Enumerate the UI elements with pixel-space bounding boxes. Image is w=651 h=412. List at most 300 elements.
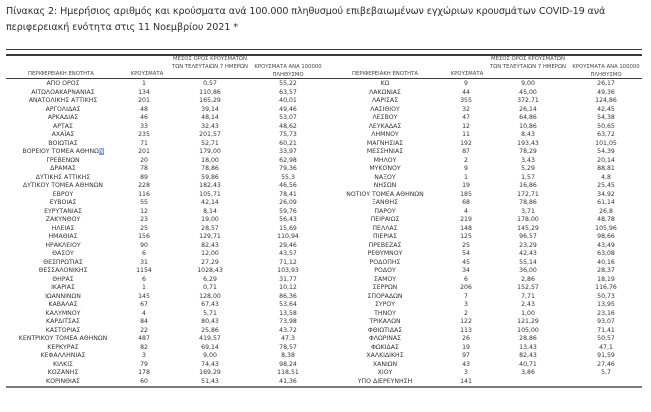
table-cell-region: ΚΑΒΑΛΑΣ	[48, 301, 78, 308]
table-cell-avg7: 165,29	[199, 97, 221, 104]
table-cell-per100k: 10,12	[279, 284, 297, 291]
table-cell-region: ΓΡΕΒΕΝΩΝ	[46, 156, 80, 164]
right-region-column	[326, 80, 444, 386]
table-cell-cases: 12	[462, 122, 470, 130]
right-per100k-column	[576, 80, 636, 386]
table-cell-per100k: 31,77	[279, 275, 297, 283]
table-cell-per100k: 20,14	[597, 156, 615, 164]
table-cell-cases: 67	[140, 301, 148, 308]
table-cell-region: ΠΡΕΒΕΖΑΣ	[368, 241, 402, 249]
table-cell-per100k: 48,62	[279, 122, 297, 130]
left-cases-column	[118, 80, 170, 386]
table-cell-region: ΠΕΛΛΑΣ	[372, 224, 398, 232]
table-cell-avg7: 2,43	[521, 301, 535, 308]
table-cell-region: ΘΑΣΟΥ	[52, 250, 74, 257]
table-cell-cases: 6	[142, 250, 146, 257]
table-cell-cases: 97	[462, 352, 470, 359]
table-cell-per100k: 63,72	[597, 131, 615, 138]
table-cell-avg7: 78,29	[519, 148, 537, 155]
table-cell-region: ΚΕΝΤΡΙΚΟΥ ΤΟΜΕΑ ΑΘΗΝΩΝ	[18, 335, 108, 342]
table-cell-per100k: 50,73	[597, 292, 615, 300]
table-cell-cases: 192	[460, 139, 472, 147]
table-cell-avg7: 78,86	[201, 165, 219, 172]
table-cell-region: ΣΑΜΟΥ	[373, 275, 397, 283]
table-cell-region: ΜΗΛΟΥ	[373, 156, 397, 164]
table-cell-region: ΒΟΙΩΤΙΑΣ	[48, 139, 78, 147]
table-cell-per100k: 41,36	[279, 377, 297, 385]
table-cell-region: ΚΑΣΤΟΡΙΑΣ	[45, 326, 81, 334]
table-cell-per100k: 4,8	[601, 173, 611, 181]
table-cell-avg7: 39,14	[201, 105, 219, 113]
table-cell-region: ΛΑΚΩΝΙΑΣ	[369, 88, 401, 96]
table-cell-cases: 125	[460, 233, 472, 240]
table-cell-per100k: 50,65	[597, 122, 615, 130]
table-cell-cases: 2	[464, 156, 468, 164]
table-cell-cases: 178	[138, 369, 150, 376]
table-cell-per100k: 27,46	[597, 360, 615, 368]
table-cell-cases: 34	[462, 267, 470, 274]
table-cell-cases: 2	[464, 309, 468, 317]
table-cell-region: ΘΕΣΣΑΛΟΝΙΚΗΣ	[38, 267, 88, 274]
table-cell-per100k: 56,43	[279, 216, 297, 223]
table-cell-per100k: 18,19	[597, 275, 615, 283]
table-cell-avg7: 25,86	[201, 326, 219, 334]
table-cell-cases: 7	[464, 292, 468, 300]
table-cell-cases: 54	[462, 250, 470, 257]
table-cell-per100k: 55,3	[281, 173, 295, 181]
table-cell-cases: 201	[138, 97, 150, 104]
table-cell-region: ΛΑΡΙΣΑΣ	[371, 97, 399, 104]
table-cell-cases: 19	[462, 343, 470, 351]
table-cell-region: ΝΑΞΟΥ	[374, 173, 396, 181]
table-cell-cases: 26	[462, 335, 470, 342]
table-cell-cases: 33	[140, 122, 148, 130]
table-cell-cases: 141	[460, 377, 472, 385]
table-cell-cases: 19	[462, 182, 470, 189]
table-cell-per100k: 101,05	[595, 139, 617, 147]
table-cell-cases: 4	[464, 207, 468, 215]
table-cell-cases: 156	[138, 233, 150, 240]
table-cell-region: ΔΥΤΙΚΟΥ ΤΟΜΕΑ ΑΘΗΝΩΝ	[22, 182, 104, 189]
header-region-right: ΠΕΡΙΦΕΡΕΙΑΚΗ ΕΝΟΤΗΤΑ	[351, 71, 419, 77]
table-cell-cases: 219	[460, 216, 472, 223]
table-cell-region: ΑΙΤΩΛΟΑΚΑΡΝΑΝΙΑΣ	[31, 88, 95, 96]
table-cell-cases: 45	[462, 258, 470, 266]
table-cell-per100k: 88,81	[597, 165, 615, 172]
table-cell-cases: 4	[142, 309, 146, 317]
table-cell-avg7: 28,57	[201, 224, 219, 232]
table-cell-region: ΔΡΑΜΑΣ	[50, 165, 76, 172]
table-cell-cases: 79	[140, 360, 148, 368]
table-cell-per100k: 118,51	[277, 369, 299, 376]
table-cell-per100k: 25,45	[597, 182, 615, 189]
table-cell-avg7: 80,43	[201, 318, 219, 325]
table-cell-avg7: 9,00	[521, 80, 535, 87]
table-cell-avg7: 96,57	[519, 233, 537, 240]
table-cell-avg7: 10,86	[519, 122, 537, 130]
table-cell-per100k: 78,57	[279, 343, 297, 351]
table-cell-cases: 25	[462, 241, 470, 249]
table-cell-region: ΣΕΡΡΩΝ	[372, 284, 398, 291]
table-cell-region: ΒΟΡΕΙΟΥ ΤΟΜΕΑ ΑΘΗΝΩΝ	[22, 148, 104, 155]
table-cell-per100k: 34,92	[597, 190, 615, 198]
table-cell-cases: 1	[142, 80, 146, 87]
table-cell-cases: 3	[464, 301, 468, 308]
table-cell-per100k: 55,22	[279, 80, 297, 87]
table-cell-region: ΗΛΕΙΑΣ	[51, 224, 75, 232]
table-cell-avg7: 2,86	[521, 275, 535, 283]
table-cell-cases: 228	[138, 182, 150, 189]
table-cell-region: ΙΩΑΝΝΙΝΩΝ	[45, 292, 81, 300]
table-cell-region: ΑΠΟ ΟΡΟΣ	[46, 80, 80, 87]
table-cell-avg7: 419,57	[199, 335, 221, 342]
table-cell-per100k: 29,46	[279, 241, 297, 249]
table-cell-region: ΘΕΣΠΡΩΤΙΑΣ	[43, 258, 83, 266]
table-cell-region: ΜΕΣΣΗΝΙΑΣ	[366, 148, 404, 155]
table-cell-per100k: 40,16	[597, 258, 615, 266]
table-cell-avg7: 27,29	[201, 258, 219, 266]
table-cell-cases: 487	[138, 335, 150, 342]
table-cell-avg7: 8,14	[203, 207, 217, 215]
table-cell-cases: 235	[138, 131, 150, 138]
table-cell-cases: 6	[464, 275, 468, 283]
table-cell-cases: 355	[460, 97, 472, 104]
table-cell-avg7: 1,00	[521, 309, 535, 317]
table-cell-cases: 1	[142, 284, 146, 291]
table-cell-cases: 78	[140, 165, 148, 172]
table-cell-cases: 84	[140, 318, 148, 325]
table-cell-cases: 48	[140, 105, 148, 113]
table-cell-avg7: 5,29	[521, 165, 535, 172]
table-cell-cases: 113	[460, 326, 472, 334]
table-cell-cases: 134	[138, 88, 150, 96]
table-cell-avg7: 69,14	[201, 343, 219, 351]
table-cell-region: ΡΕΘΥΜΝΟΥ	[367, 250, 403, 257]
header-per100k-left: ΚΡΟΥΣΜΑΤΑ ΑΝΑ 100000 ΠΛΗΘΥΣΜΟ	[254, 64, 322, 78]
table-cell-avg7: 5,71	[203, 309, 217, 317]
table-cell-avg7: 193,43	[517, 139, 539, 147]
table-cell-region: ΚΕΦΑΛΛΗΝΙΑΣ	[40, 352, 86, 359]
table-cell-region: ΠΑΡΟΥ	[374, 207, 396, 215]
table-cell-per100k: 91,59	[597, 352, 615, 359]
table-cell-avg7: 48,14	[201, 114, 219, 121]
table-cell-per100k: 54,39	[597, 148, 615, 155]
table-cell-per100k: 26,8	[599, 207, 613, 215]
table-cell-per100k: 79,36	[279, 165, 297, 172]
table-cell-region: ΛΗΜΝΟΥ	[371, 131, 399, 138]
table-cell-region: ΦΛΩΡΙΝΑΣ	[368, 335, 402, 342]
table-cell-region: ΝΟΤΙΟΥ ΤΟΜΕΑ ΑΘΗΝΩΝ	[346, 190, 424, 198]
table-cell-region: ΣΥΡΟΥ	[374, 301, 396, 308]
table-cell-avg7: 121,29	[517, 318, 539, 325]
table-cell-region: ΚΕΡΚΥΡΑΣ	[47, 343, 79, 351]
table-cell-region: ΘΗΡΑΣ	[52, 275, 74, 283]
table-cell-region: ΝΗΣΩΝ	[373, 182, 397, 189]
table-cell-avg7: 105,00	[517, 326, 539, 334]
table-cell-cases: 3	[142, 352, 146, 359]
table-cell-avg7: 42,14	[201, 199, 219, 206]
table-top-rule	[6, 49, 642, 50]
table-cell-avg7: 1,57	[521, 173, 535, 181]
table-cell-cases: 87	[462, 148, 470, 155]
table-cell-per100k: 49,46	[279, 105, 297, 113]
table-cell-cases: 148	[460, 224, 472, 232]
table-cell-cases: 32	[462, 105, 470, 113]
table-cell-avg7: 74,43	[201, 360, 219, 368]
table-cell-region: ΤΡΙΚΑΛΩΝ	[369, 318, 401, 325]
table-cell-cases: 23	[140, 216, 148, 223]
table-cell-region: ΗΜΑΘΙΑΣ	[48, 233, 78, 240]
table-cell-region: ΖΑΚΥΝΘΟΥ	[45, 216, 81, 223]
table-cell-per100k: 71,41	[597, 326, 615, 334]
header-cases-left: ΚΡΟΥΣΜΑΤΑ	[130, 71, 164, 77]
header-bottom-rule-right	[322, 78, 642, 79]
table-cell-per100k: 26,09	[279, 199, 297, 206]
table-cell-avg7: 82,43	[201, 241, 219, 249]
table-cell-avg7: 55,14	[519, 258, 537, 266]
table-cell-avg7: 372,71	[517, 97, 539, 104]
table-cell-avg7: 178,00	[517, 216, 539, 223]
table-cell-avg7: 19,00	[201, 216, 219, 223]
table-cell-avg7: 152,57	[517, 284, 539, 291]
table-cell-region: ΛΕΥΚΑΔΑΣ	[368, 122, 402, 130]
table-cell-region: ΧΙΟΥ	[377, 369, 393, 376]
table-cell-avg7: 172,71	[517, 190, 539, 198]
table-cell-per100k: 26,17	[597, 80, 615, 87]
table-cell-region: ΕΥΒΟΙΑΣ	[49, 199, 77, 206]
table-cell-avg7: 13,43	[519, 343, 537, 351]
table-cell-per100k: 43,72	[279, 326, 297, 334]
table-cell-avg7: 40,71	[519, 360, 537, 368]
header-avg7-right: ΜΕΣΟΣ ΟΡΟΣ ΚΡΟΥΣΜΑΤΩΝ ΤΩΝ ΤΕΛΕΥΤΑΙΩΝ 7 ΗΜΕΡΩΝ	[490, 56, 566, 70]
table-cell-region: ΚΟΖΑΝΗΣ	[47, 369, 79, 376]
left-per100k-column	[258, 80, 318, 386]
table-cell-avg7: 28,86	[519, 335, 537, 342]
text-selection-highlight: Ν	[98, 148, 104, 155]
table-cell-region: ΚΟΡΙΝΘΙΑΣ	[46, 377, 80, 385]
table-cell-per100k: 73,98	[279, 318, 297, 325]
table-cell-per100k: 98,66	[597, 233, 615, 240]
table-cell-avg7: 169,29	[199, 369, 221, 376]
table-cell-per100k: 116,76	[595, 284, 617, 291]
table-cell-region: ΕΥΡΥΤΑΝΙΑΣ	[44, 207, 82, 215]
table-cell-cases: 89	[140, 173, 148, 181]
table-cell-avg7: 105,71	[199, 190, 221, 198]
table-cell-region: ΚΑΛΥΜΝΟΥ	[45, 309, 81, 317]
table-cell-cases: 185	[460, 190, 472, 198]
table-cell-region: ΑΡΤΑΣ	[53, 122, 73, 130]
table-cell-per100k: 40,01	[279, 97, 297, 104]
table-caption: Πίνακας 2: Ημερήσιος αριθμός και κρούσματα ανά 100.000 πληθυσμού επιβεβαιωμένων εγχώριων κρουσμάτων COVID-19 ανά περιφερειακή ενότητα στις 11 Νοεμβρίου 2021 *	[6, 6, 606, 33]
table-cell-region: ΕΒΡΟΥ	[52, 190, 74, 198]
table-cell-per100k: 63,08	[597, 250, 615, 257]
table-cell-per100k: 47,3	[281, 335, 295, 342]
table-bottom-rule	[6, 386, 642, 388]
table-cell-cases: 71	[140, 139, 148, 147]
table-cell-per100k: 43,49	[597, 241, 615, 249]
table-cell-per100k: 53,64	[279, 301, 297, 308]
table-cell-region: ΔΥΤΙΚΗΣ ΑΤΤΙΚΗΣ	[35, 173, 91, 181]
table-cell-avg7: 3,43	[521, 156, 535, 164]
left-region-column	[4, 80, 122, 386]
table-cell-per100k: 61,14	[597, 199, 615, 206]
table-cell-avg7: 7,71	[521, 292, 535, 300]
table-cell-region: ΑΧΑΪΑΣ	[51, 131, 75, 138]
table-cell-per100k: 124,86	[595, 97, 617, 104]
table-cell-cases: 3	[464, 369, 468, 376]
table-cell-avg7: 36,00	[519, 267, 537, 274]
table-cell-cases: 9	[464, 165, 468, 172]
table-cell-region: ΞΑΝΘΗΣ	[371, 199, 399, 206]
table-cell-avg7: 64,86	[519, 114, 537, 121]
table-cell-avg7: 59,86	[201, 173, 219, 181]
table-cell-cases: 11	[462, 131, 470, 138]
table-cell-cases: 6	[142, 275, 146, 283]
table-cell-per100k: 93,07	[597, 318, 615, 325]
table-cell-region: ΚΩ	[380, 80, 390, 87]
table-cell-region: ΡΟΔΟΥ	[374, 267, 396, 274]
table-cell-avg7: 32,43	[201, 122, 219, 130]
table-cell-per100k: 103,93	[277, 267, 299, 274]
table-cell-per100k: 13,95	[597, 301, 615, 308]
table-cell-cases: 22	[140, 326, 148, 334]
table-cell-region: ΗΡΑΚΛΕΙΟΥ	[45, 241, 81, 249]
table-cell-avg7: 128,00	[199, 292, 221, 300]
table-cell-cases: 90	[140, 241, 148, 249]
table-cell-avg7: 42,43	[519, 250, 537, 257]
table-cell-avg7: 0,71	[203, 284, 217, 291]
table-cell-region: ΚΙΛΚΙΣ	[53, 360, 73, 368]
header-region-left: ΠΕΡΙΦΕΡΕΙΑΚΗ ΕΝΟΤΗΤΑ	[27, 71, 95, 77]
table-cell-per100k: 15,69	[279, 224, 297, 232]
table-cell-region: ΦΩΚΙΔΑΣ	[371, 343, 399, 351]
table-cell-avg7: 129,71	[199, 233, 221, 240]
table-cell-per100k: 8,38	[281, 352, 295, 359]
table-cell-region: ΤΗΝΟΥ	[374, 309, 396, 317]
table-cell-per100k: 63,57	[279, 88, 297, 96]
table-cell-per100k: 28,37	[597, 267, 615, 274]
table-cell-avg7: 51,43	[201, 377, 219, 385]
table-cell-avg7: 16,86	[519, 182, 537, 189]
table-cell-cases: 43	[462, 360, 470, 368]
header-avg7-left: ΜΕΣΟΣ ΟΡΟΣ ΚΡΟΥΣΜΑΤΩΝ ΤΩΝ ΤΕΛΕΥΤΑΙΩΝ 7 ΗΜΕΡΩΝ	[172, 56, 248, 70]
table-cell-region: ΑΝΑΤΟΛΙΚΗΣ ΑΤΤΙΚΗΣ	[28, 97, 98, 104]
table-cell-cases: 116	[138, 190, 150, 198]
table-cell-per100k: 33,97	[279, 148, 297, 155]
table-cell-avg7: 179,00	[199, 148, 221, 155]
table-cell-per100k: 13,58	[279, 309, 297, 317]
table-cell-cases: 31	[140, 258, 148, 266]
header-per100k-right: ΚΡΟΥΣΜΑΤΑ ΑΝΑ 100000 ΠΛΗΘΥΣΜΟ	[572, 64, 640, 78]
table-cell-region: ΠΙΕΡΙΑΣ	[372, 233, 398, 240]
table-cell-avg7: 12,00	[201, 250, 219, 257]
table-cell-per100k: 78,41	[279, 190, 297, 198]
table-cell-region: ΧΑΛΚΙΔΙΚΗΣ	[366, 352, 404, 359]
table-cell-cases: 46	[140, 114, 148, 121]
table-cell-cases: 68	[462, 199, 470, 206]
right-avg7-column	[498, 80, 558, 386]
table-cell-per100k: 86,36	[279, 292, 297, 300]
table-cell-cases: 206	[460, 284, 472, 291]
table-cell-avg7: 182,43	[199, 182, 221, 189]
table-cell-avg7: 9,00	[203, 352, 217, 359]
table-cell-avg7: 3,86	[521, 369, 535, 376]
table-cell-avg7: 78,86	[519, 199, 537, 206]
table-cell-cases: 47	[462, 114, 470, 121]
table-cell-cases: 145	[138, 292, 150, 300]
table-cell-per100k: 75,73	[279, 131, 297, 138]
table-cell-cases: 20	[140, 156, 148, 164]
table-cell-region: ΜΑΓΝΗΣΙΑΣ	[366, 139, 404, 147]
table-cell-region: ΥΠΟ ΔΙΕΡΕΥΝΗΣΗ	[357, 377, 413, 385]
table-cell-per100k: 105,96	[595, 224, 617, 232]
table-cell-per100k: 71,12	[279, 258, 297, 266]
table-cell-per100k: 98,24	[279, 360, 297, 368]
table-cell-per100k: 23,16	[597, 309, 615, 317]
table-cell-per100k: 5,7	[601, 369, 611, 376]
table-cell-per100k: 49,36	[597, 88, 615, 96]
table-cell-region: ΛΕΣΒΟΥ	[372, 114, 398, 121]
table-cell-cases: 201	[138, 148, 150, 155]
table-cell-per100k: 110,94	[277, 233, 299, 240]
table-cell-per100k: 59,76	[279, 207, 297, 215]
table-cell-per100k: 62,98	[279, 156, 297, 164]
table-cell-cases: 122	[460, 318, 472, 325]
table-cell-cases: 25	[140, 224, 148, 232]
table-cell-region: ΛΑΣΙΘΙΟΥ	[370, 105, 400, 113]
table-cell-cases: 1154	[136, 267, 152, 274]
table-cell-per100k: 53,07	[279, 114, 297, 121]
table-cell-cases: 55	[140, 199, 148, 206]
table-cell-avg7: 8,43	[521, 131, 535, 138]
table-cell-region: ΙΚΑΡΙΑΣ	[51, 284, 75, 291]
table-cell-region: ΣΠΟΡΑΔΩΝ	[367, 292, 403, 300]
table-cell-cases: 82	[140, 343, 148, 351]
table-cell-region: ΑΡΓΟΛΙΔΑΣ	[45, 105, 81, 113]
table-cell-avg7: 18,00	[201, 156, 219, 164]
table-cell-per100k: 42,45	[597, 105, 615, 113]
table-cell-avg7: 82,43	[519, 352, 537, 359]
table-cell-cases: 9	[464, 80, 468, 87]
table-cell-region: ΚΑΡΔΙΤΣΑΣ	[46, 318, 80, 325]
table-cell-avg7: 67,43	[201, 301, 219, 308]
table-cell-per100k: 47,1	[599, 343, 613, 351]
table-cell-avg7: 45,00	[519, 88, 537, 96]
table-cell-avg7: 3,71	[521, 207, 535, 215]
table-cell-cases: 12	[140, 207, 148, 215]
table-cell-avg7: 145,29	[517, 224, 539, 232]
table-cell-avg7: 1028,43	[197, 267, 223, 274]
header-cases-right: ΚΡΟΥΣΜΑΤΑ	[450, 71, 484, 77]
table-cell-per100k: 54,38	[597, 114, 615, 121]
table-cell-avg7	[498, 378, 558, 387]
table-cell-per100k	[576, 378, 636, 387]
table-cell-region: ΠΕΙΡΑΙΩΣ	[370, 216, 400, 223]
right-cases-column	[440, 80, 492, 386]
table-cell-avg7: 0,57	[203, 80, 217, 87]
table-cell-avg7: 201,57	[199, 131, 221, 138]
table-cell-avg7: 6,29	[203, 275, 217, 283]
table-cell-region: ΑΡΚΑΔΙΑΣ	[47, 114, 79, 121]
table-cell-region: ΧΑΝΙΩΝ	[372, 360, 398, 368]
table-cell-avg7: 110,86	[199, 88, 221, 96]
table-cell-per100k: 46,56	[279, 182, 297, 189]
table-cell-cases: 60	[140, 377, 148, 385]
table-cell-per100k: 60,21	[279, 139, 297, 147]
table-cell-cases: 1	[464, 173, 468, 181]
table-cell-avg7: 23,29	[519, 241, 537, 249]
table-cell-region: ΜΥΚΟΝΟΥ	[369, 165, 401, 172]
